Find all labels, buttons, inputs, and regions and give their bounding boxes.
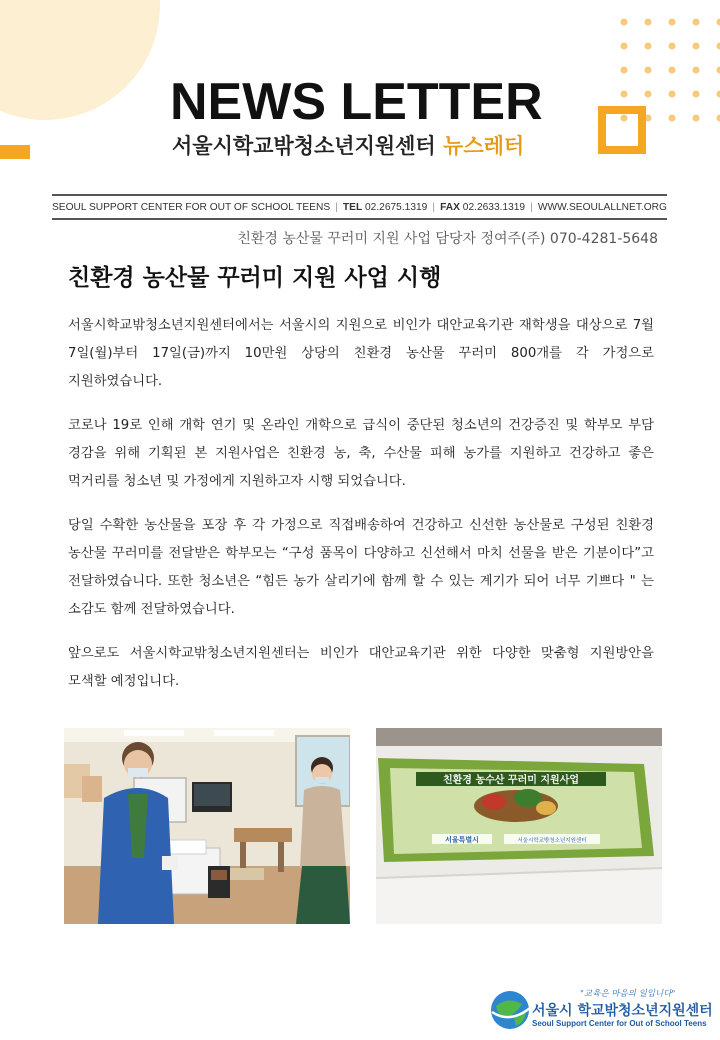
contact-bar [52, 194, 667, 220]
box-logo-center: 서울시학교밖청소년지원센터 [517, 838, 587, 844]
footer-org-english: Seoul Support Center for Out of School Teens [532, 1019, 707, 1028]
fax-number: 02.2633.1319 [462, 201, 526, 213]
footer-slogan: "교육은 마음의 일입니다" [580, 989, 676, 999]
contact-fax [440, 202, 525, 213]
article-paragraph: 서울시학교밖청소년지원센터에서는 서울시의 지원으로 비인가 대안교육기관 재학생을 대상으로 7월 7일(월)부터 17일(금)까지 10만원 상당의 친환경 농산물 꾸러미 800개를 각 가정으로 지원하였습니다. [68, 318, 654, 389]
fax-label: FAX [440, 201, 460, 213]
square-outline-decoration [598, 106, 646, 154]
divider: | [335, 201, 338, 213]
photo-packing-illustration [64, 728, 350, 924]
divider: | [530, 201, 533, 213]
left-accent-bar [0, 145, 30, 159]
tel-number: 02.2675.1319 [365, 201, 428, 213]
contact-org: SEOUL SUPPORT CENTER FOR OUT OF SCHOOL TEENS [52, 201, 331, 213]
contact-website-link[interactable]: WWW.SEOULALLNET.ORG [537, 201, 667, 213]
newsletter-title: NEWS LETTER [170, 73, 543, 131]
photo-box-illustration [376, 728, 662, 924]
contact-tel [343, 202, 427, 213]
box-label-text: 친환경 농수산 꾸러미 지원사업 [442, 775, 580, 786]
newsletter-subtitle [172, 132, 524, 160]
article-paragraph: 앞으로도 서울시학교밖청소년지원센터는 비인가 대안교육기관 위한 다양한 맞춤형 지원방안을 모색할 예정입니다. [68, 646, 654, 689]
photo-packing-staff [64, 728, 350, 924]
article-body [68, 312, 654, 712]
footer-org-name: 서울시 학교밖청소년지원센터 [532, 1003, 713, 1019]
article-paragraph: 당일 수확한 농산물을 포장 후 각 가정으로 직접배송하여 건강하고 신선한 농산물로 구성된 친환경 농산물 꾸러미를 전달받은 학부모는 “구성 품목이 다양하고 신선해서 마치 선물을 받은 기분이다”고 전달하였습니다. 또한 청소년은 “힘든 농가 살리기에 함께 할 수 있는 계기가 되어 너무 기쁘다 " 는 소감도 함께 전달하였습니다. [68, 518, 654, 617]
corner-circle-decoration [0, 0, 160, 120]
article-headline: 친환경 농산물 꾸러미 지원 사업 시행 [68, 265, 442, 291]
subtitle-org: 서울시학교밖청소년지원센터 [172, 134, 436, 158]
photo-produce-box [376, 728, 662, 924]
manager-contact-line: 친환경 농산물 꾸러미 지원 사업 담당자 정여주(주) 070-4281-5648 [237, 231, 658, 247]
globe-logo-icon [488, 988, 532, 1032]
divider: | [432, 201, 436, 213]
box-logo-seoul: 서울특별시 [445, 836, 479, 844]
tel-label: TEL [342, 201, 363, 213]
subtitle-highlight: 뉴스레터 [443, 134, 525, 158]
article-paragraph: 코로나 19로 인해 개학 연기 및 온라인 개학으로 급식이 중단된 청소년의 건강증진 및 학부모 부담 경감을 위해 기획된 본 지원사업은 친환경 농, 축, 수산물 피해 농가를 지원하고 건강하고 좋은 먹거리를 청소년 및 가정에게 지원하고자 시행 되었습니다. [68, 418, 654, 489]
